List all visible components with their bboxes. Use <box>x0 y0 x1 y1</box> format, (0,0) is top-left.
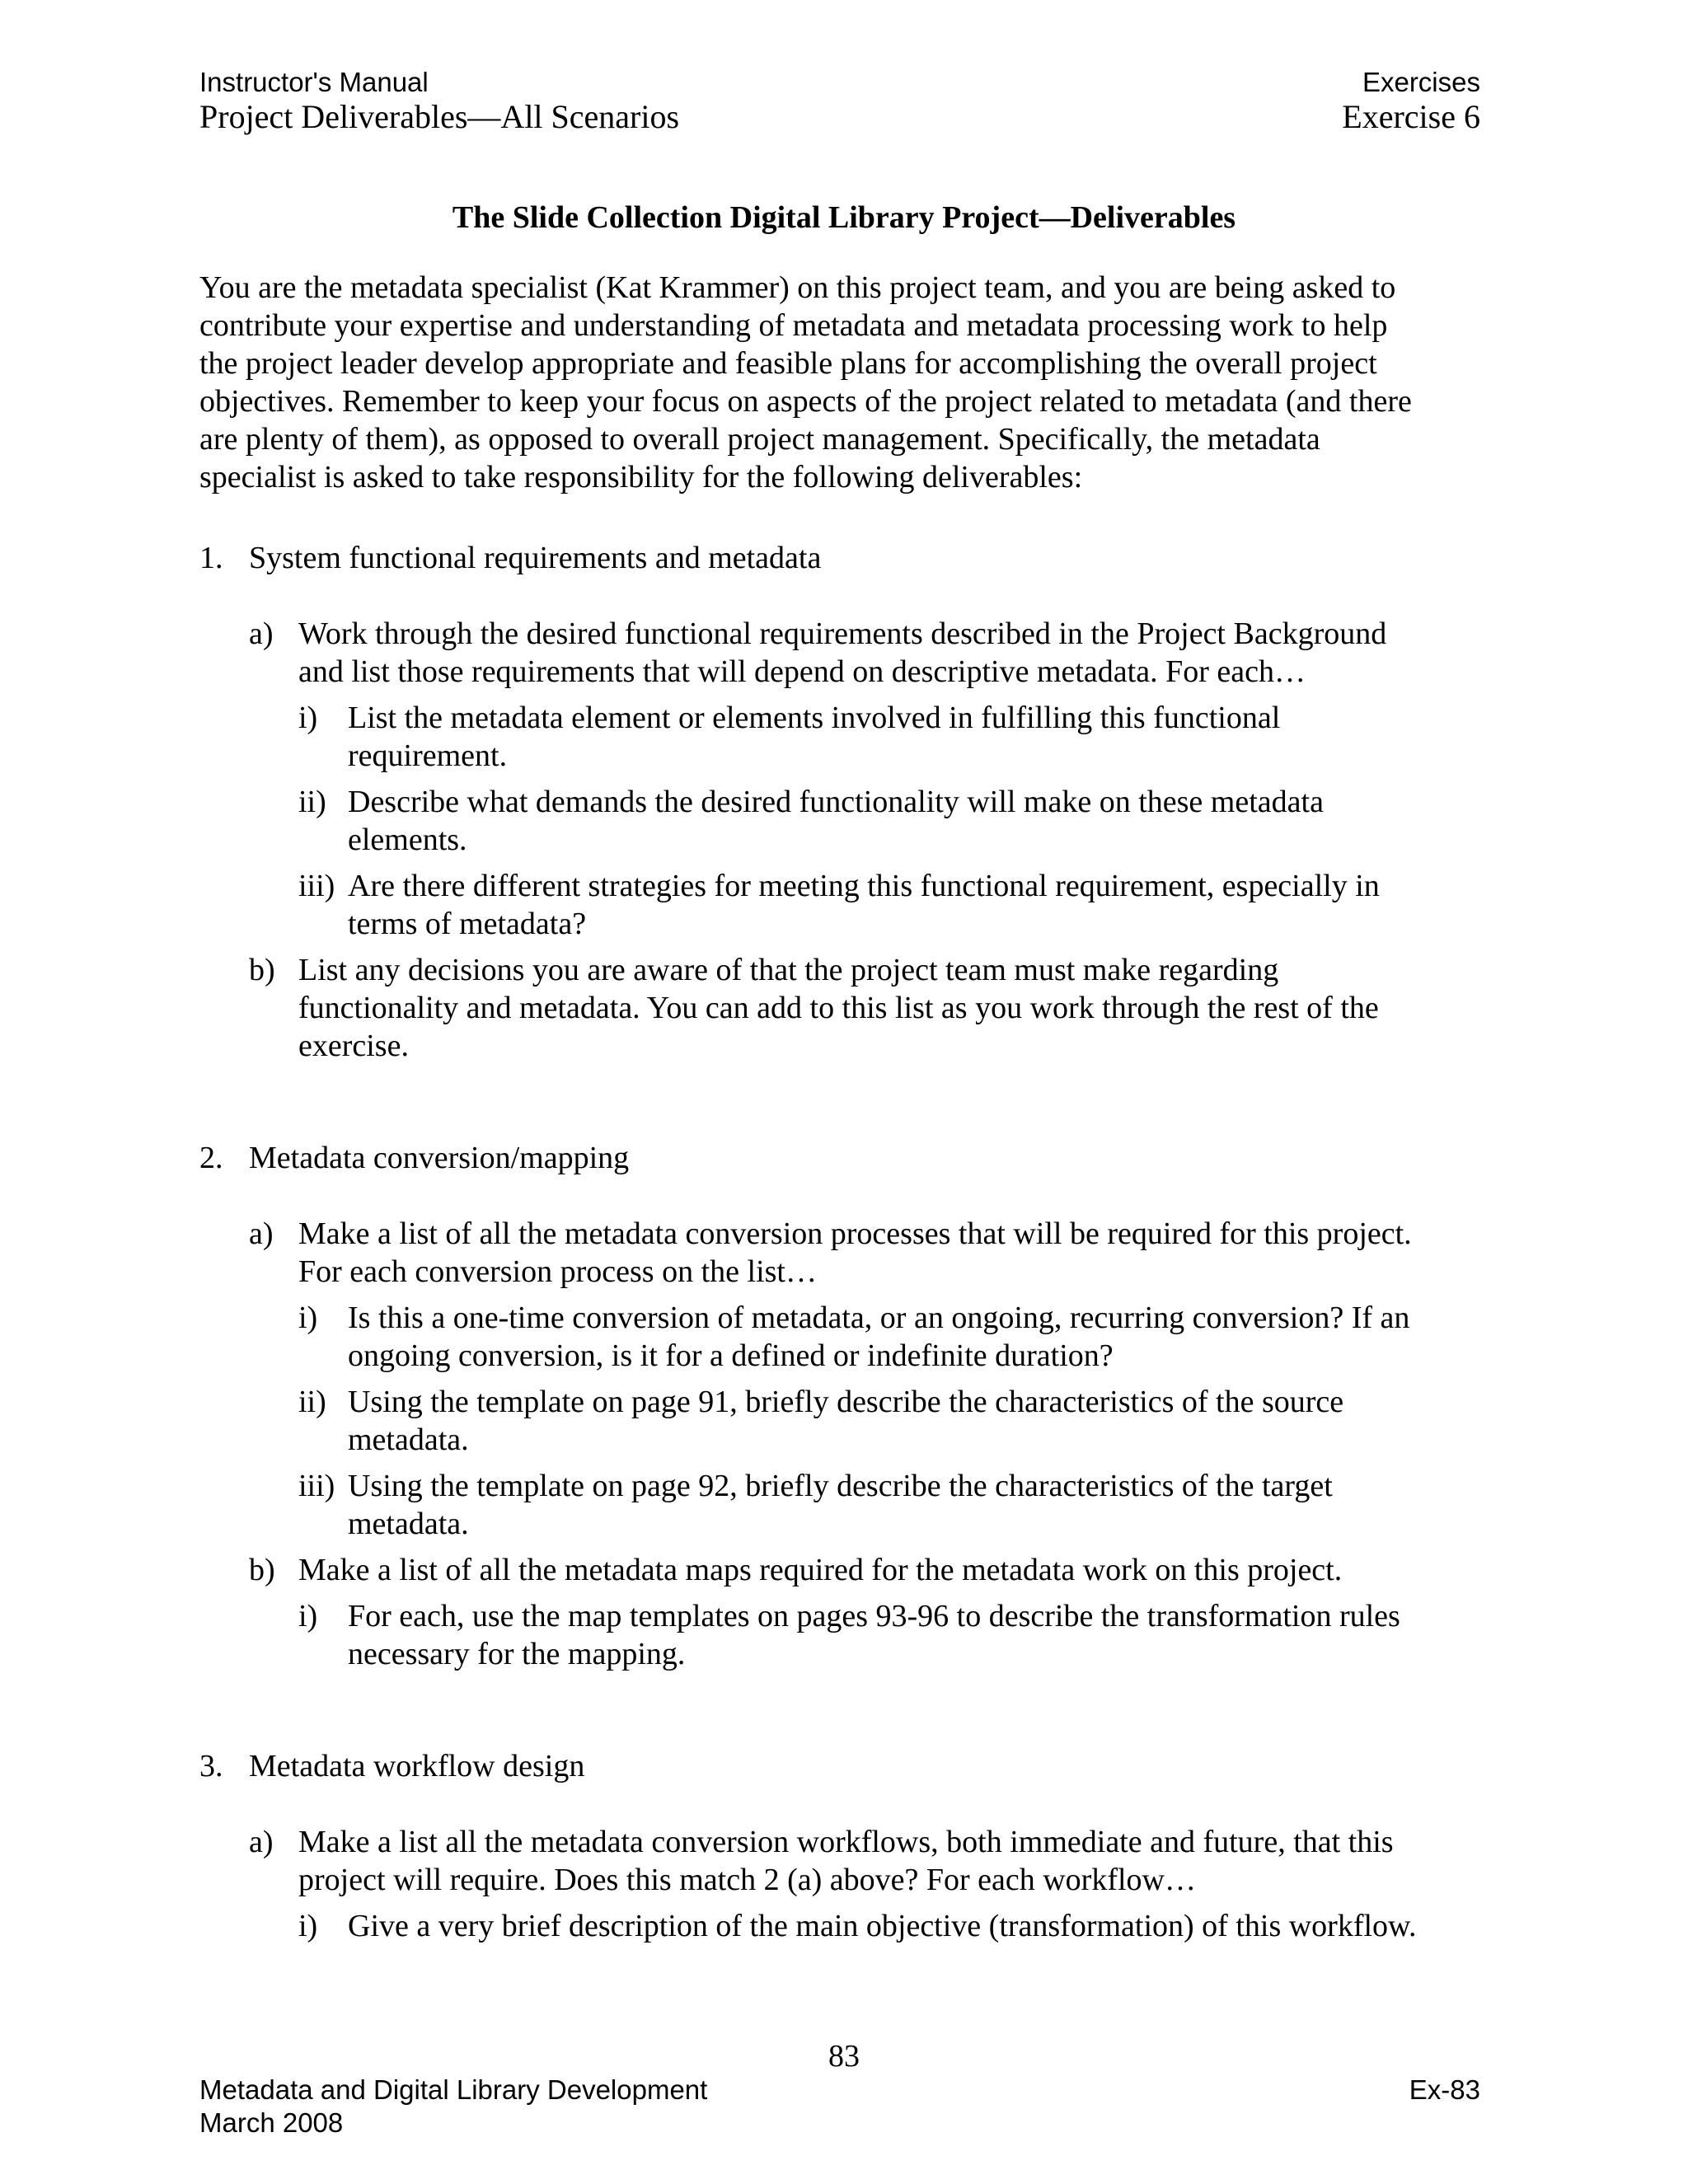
section-number: 2. <box>199 1141 223 1175</box>
subitem-line: Using the template on page 91, briefly describe the characteristics of the source <box>348 1385 1344 1419</box>
item-marker: b) <box>249 1553 275 1587</box>
item-line: List any decisions you are aware of that the project team must make regarding <box>298 953 1279 987</box>
subitem-line: Is this a one-time conversion of metadata, or an ongoing, recurring conversion? If an <box>348 1301 1410 1335</box>
item-line: Work through the desired functional requirements described in the Project Background <box>298 616 1387 651</box>
subitem-marker: iii) <box>298 869 335 903</box>
item-marker: b) <box>249 953 275 987</box>
section-heading: Metadata workflow design <box>249 1749 585 1783</box>
item-marker: a) <box>249 616 274 651</box>
subitem-line: terms of metadata? <box>348 907 587 941</box>
subitem-line: For each, use the map templates on pages 93-96 to describe the transformation rules <box>348 1599 1400 1633</box>
item-line: Make a list all the metadata conversion workflows, both immediate and future, that this <box>298 1825 1394 1859</box>
section-heading: Metadata conversion/mapping <box>249 1141 630 1175</box>
section-heading: System functional requirements and metadata <box>249 541 822 575</box>
intro-line: objectives. Remember to keep your focus on aspects of the project related to metadata (and there <box>199 384 1412 419</box>
subitem-line: metadata. <box>348 1507 469 1541</box>
intro-line: contribute your expertise and understanding of metadata and metadata processing work to help <box>199 308 1388 343</box>
subitem-line: Give a very brief description of the main objective (transformation) of this workflow. <box>348 1909 1417 1943</box>
item-line: Make a list of all the metadata conversion processes that will be required for this project. <box>298 1216 1412 1251</box>
footer-page-code: Ex-83 <box>1409 2074 1480 2105</box>
intro-line: the project leader develop appropriate and feasible plans for accomplishing the overall project <box>199 346 1377 381</box>
subitem-line: requirement. <box>348 738 508 773</box>
subitem-line: Describe what demands the desired functionality will make on these metadata <box>348 785 1324 819</box>
intro-line: are plenty of them), as opposed to overall project management. Specifically, the metadata <box>199 422 1320 457</box>
subitem-line: necessary for the mapping. <box>348 1637 686 1671</box>
item-line: project will require. Does this match 2 (a) above? For each workflow… <box>298 1863 1196 1897</box>
intro-line: You are the metadata specialist (Kat Krammer) on this project team, and you are being asked to <box>199 270 1396 305</box>
footer-date: March 2008 <box>199 2107 344 2138</box>
header-exercise-number: Exercise 6 <box>1342 98 1480 135</box>
subitem-line: Are there different strategies for meeting this functional requirement, especially in <box>348 869 1380 903</box>
subitem-marker: iii) <box>298 1469 335 1503</box>
subitem-marker: i) <box>298 701 318 735</box>
subitem-line: List the metadata element or elements involved in fulfilling this functional <box>348 701 1281 735</box>
subitem-line: metadata. <box>348 1422 469 1457</box>
item-line: exercise. <box>298 1029 409 1063</box>
item-line: functionality and metadata. You can add to this list as you work through the rest of the <box>298 991 1379 1025</box>
page-number: 83 <box>828 2039 860 2074</box>
item-line: For each conversion process on the list… <box>298 1254 817 1289</box>
header-exercises-label: Exercises <box>1362 67 1480 97</box>
page-title: The Slide Collection Digital Library Project—Deliverables <box>452 200 1236 235</box>
intro-line: specialist is asked to take responsibility for the following deliverables: <box>199 460 1083 494</box>
subitem-marker: i) <box>298 1909 318 1943</box>
header-section-title: Project Deliverables—All Scenarios <box>199 98 680 135</box>
item-marker: a) <box>249 1825 274 1859</box>
item-line: and list those requirements that will depend on descriptive metadata. For each… <box>298 654 1306 689</box>
subitem-line: elements. <box>348 823 467 857</box>
footer-course-title: Metadata and Digital Library Development <box>199 2074 708 2105</box>
header-manual-label: Instructor's Manual <box>199 67 429 97</box>
subitem-marker: ii) <box>298 785 326 819</box>
subitem-marker: ii) <box>298 1385 326 1419</box>
item-marker: a) <box>249 1216 274 1251</box>
item-line: Make a list of all the metadata maps required for the metadata work on this project. <box>298 1553 1343 1587</box>
subitem-marker: i) <box>298 1599 318 1633</box>
subitem-line: Using the template on page 92, briefly describe the characteristics of the target <box>348 1469 1333 1503</box>
intro-paragraph <box>199 269 1502 496</box>
subitem-marker: i) <box>298 1301 318 1335</box>
section-number: 3. <box>199 1749 223 1783</box>
section-number: 1. <box>199 541 223 575</box>
subitem-line: ongoing conversion, is it for a defined or indefinite duration? <box>348 1338 1114 1373</box>
